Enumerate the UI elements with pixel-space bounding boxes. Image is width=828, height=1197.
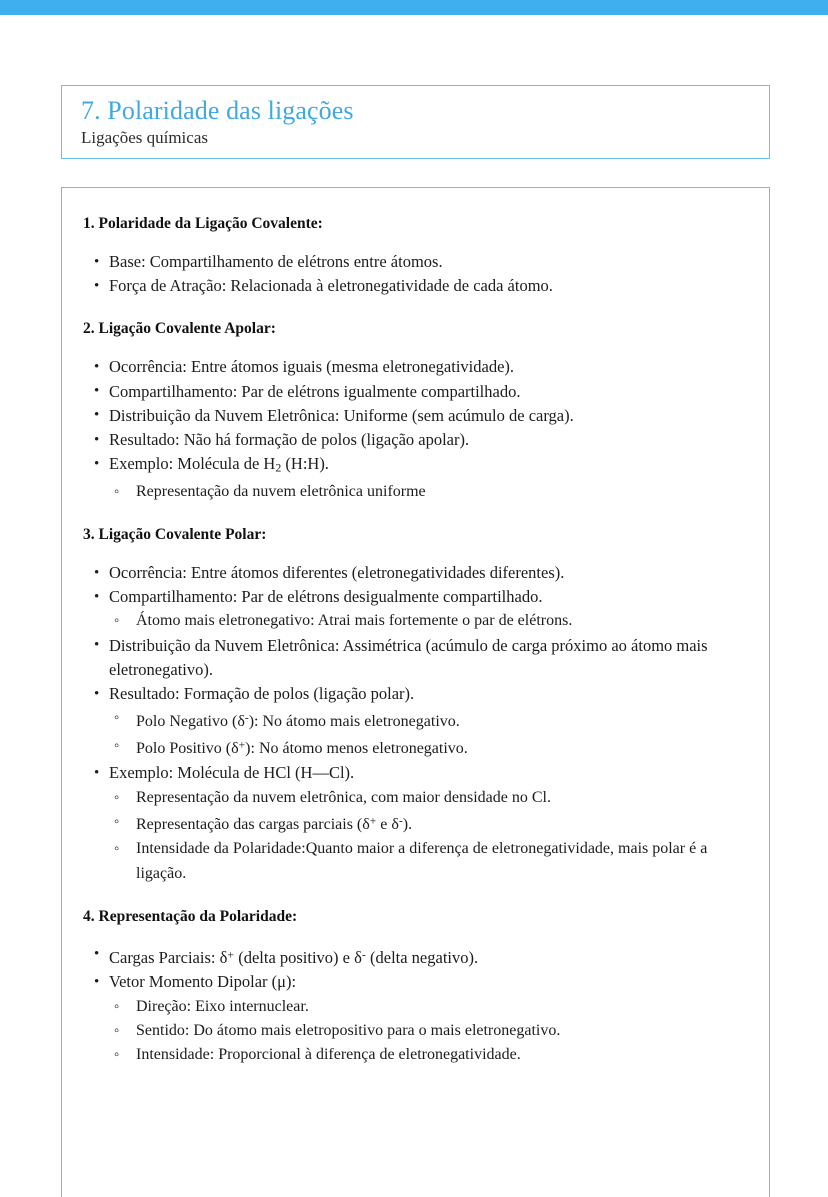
sub-list-item [109,480,745,504]
sub-list-item-label: Direção: Eixo internuclear. [136,997,309,1015]
sub-list-item [109,1019,745,1043]
content-section [83,907,745,1068]
list-item [83,428,745,452]
top-accent-bar [0,0,828,15]
sub-list-item [109,734,745,762]
sub-bullet-list [109,480,745,504]
list-item [83,452,745,504]
list-item [83,274,745,298]
sub-list-item-label: Representação da nuvem eletrônica uniforme [136,482,426,500]
sub-list-item-label: Intensidade da Polaridade:Quanto maior a diferença de eletronegatividade, mais polar é a ligação. [136,840,708,882]
sub-list-item [109,1043,745,1067]
list-item-label: Cargas Parciais: δ+ (delta positivo) e δ- (delta negativo). [109,947,479,968]
list-item-label: Exemplo: Molécula de $H_2$ (H:H). [109,454,329,475]
sub-list-item [109,837,745,885]
bullet-list [83,250,745,298]
list-item [83,380,745,404]
list-item [83,682,745,761]
sub-list-item-label: Representação da nuvem eletrônica, com maior densidade no Cl. [136,788,551,806]
sub-list-item-label: Sentido: Do átomo mais eletropositivo para o mais eletronegativo. [136,1021,561,1039]
content-section [83,525,745,886]
sub-list-item-label: Polo Positivo (δ+): No átomo menos eletronegativo. [136,739,468,758]
page-subtitle: Ligações químicas [81,128,208,147]
list-item [83,634,745,682]
list-item-label: Resultado: Formação de polos (ligação polar). [109,684,415,704]
list-item [83,585,745,633]
list-item-label: Distribuição da Nuvem Eletrônica: Uniforme (sem acúmulo de carga). [109,405,574,425]
sub-bullet-list [109,609,745,633]
section-heading: 2. Ligação Covalente Apolar: [83,320,276,338]
bullet-list [83,561,745,886]
page-title: 7. Polaridade das ligações [81,96,354,125]
sub-list-item [109,609,745,633]
list-item-label: Distribuição da Nuvem Eletrônica: Assimétrica (acúmulo de carga próximo ao átomo mais eletronegativo). [109,635,708,679]
sub-list-item-label: Átomo mais eletronegativo: Atrai mais fortemente o par de elétrons. [136,612,573,630]
sub-list-item [109,810,745,838]
list-item [83,943,745,971]
slide-title-card [61,85,770,159]
sub-list-item-label: Intensidade: Proporcional à diferença de eletronegatividade. [136,1046,521,1064]
list-item-label: Ocorrência: Entre átomos diferentes (eletronegatividades diferentes). [109,563,565,582]
content-section [83,214,745,298]
list-item [83,404,745,428]
slide-title-inner [62,86,769,149]
content-body [62,188,769,1067]
list-item [83,355,745,379]
list-item-label: Ocorrência: Entre átomos iguais (mesma eletronegatividade). [109,357,515,377]
section-heading: 4. Representação da Polaridade: [83,907,298,925]
sub-list-item [109,706,745,734]
list-item [83,561,745,585]
sub-bullet-list [109,786,745,886]
list-item-label: Compartilhamento: Par de elétrons desigualmente compartilhado. [109,587,543,607]
bullet-list [83,943,745,1068]
list-item-label: Resultado: Não há formação de polos (ligação apolar). [109,430,470,450]
section-heading: 3. Ligação Covalente Polar: [83,526,267,543]
section-heading: 1. Polaridade da Ligação Covalente: [83,215,323,232]
list-item-label: Vetor Momento Dipolar (μ): [109,972,297,992]
bullet-list [83,355,745,504]
sub-list-item [109,786,745,810]
sub-list-item-label: Polo Negativo (δ-): No átomo mais eletronegativo. [136,712,460,730]
list-item-label: Força de Atração: Relacionada à eletronegatividade de cada átomo. [109,276,553,296]
sub-bullet-list [109,706,745,761]
sub-list-item-label: Representação das cargas parciais (δ+ e δ-). [136,815,413,834]
list-item-label: Base: Compartilhamento de elétrons entre átomos. [109,252,443,271]
list-item [83,970,745,1067]
slide-content-card [61,187,770,1197]
list-item-label: Exemplo: Molécula de HCl (H—Cl). [109,763,355,783]
list-item [83,761,745,885]
sub-list-item [109,995,745,1019]
list-item-label: Compartilhamento: Par de elétrons igualmente compartilhado. [109,381,521,401]
sub-bullet-list [109,995,745,1068]
content-section [83,319,745,504]
list-item [83,250,745,274]
